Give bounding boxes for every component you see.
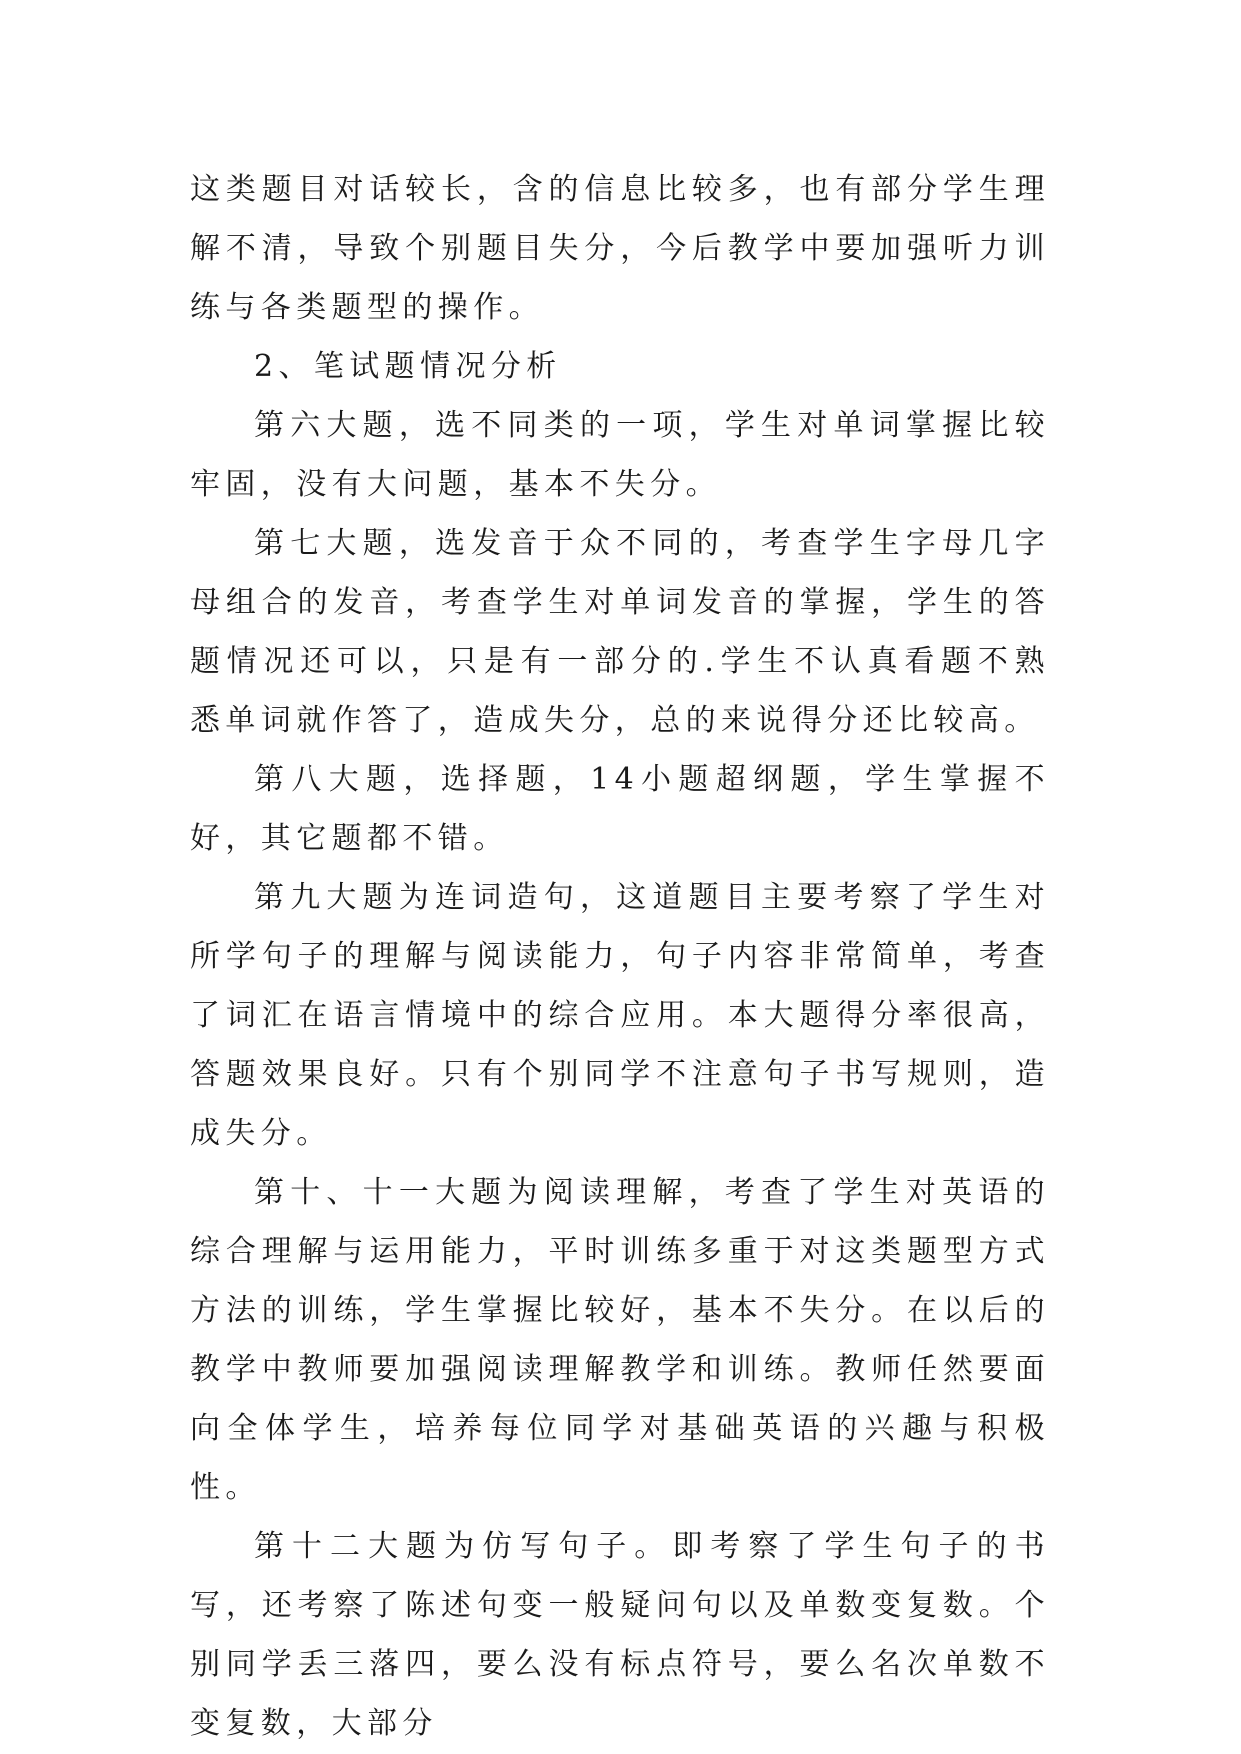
section-heading-written-test: 2、笔试题情况分析 — [254, 349, 562, 384]
paragraph-question-7: 第七大题，选发音于众不同的，考查学生字母几字母组合的发音，考查学生对单词发音的掌握，学生的答题情况还可以，只是有一部分的.学生不认真看题不熟悉单词就作答了，造成失分，总的来说得分还比较高。 — [190, 526, 1050, 738]
paragraph-question-10-11: 第十、十一大题为阅读理解，考查了学生对英语的综合理解与运用能力，平时训练多重于对这类题型方式方法的训练，学生掌握比较好，基本不失分。在以后的教学中教师要加强阅读理解教学和训练。教师任然要面向全体学生，培养每位同学对基础英语的兴趣与积极性。 — [190, 1175, 1050, 1505]
body-text — [190, 160, 1050, 1753]
paragraph-question-8: 第八大题，选择题，14小题超纲题，学生掌握不好，其它题都不错。 — [190, 762, 1050, 856]
paragraph-question-9: 第九大题为连词造句，这道题目主要考察了学生对所学句子的理解与阅读能力，句子内容非常简单，考查了词汇在语言情境中的综合应用。本大题得分率很高，答题效果良好。只有个别同学不注意句子书写规则，造成失分。 — [190, 880, 1050, 1151]
paragraph-question-12: 第十二大题为仿写句子。即考察了学生句子的书写，还考察了陈述句变一般疑问句以及单数变复数。个别同学丢三落四，要么没有标点符号，要么名次单数不变复数，大部分 — [190, 1529, 1050, 1741]
paragraph-continued: 这类题目对话较长，含的信息比较多，也有部分学生理解不清，导致个别题目失分，今后教学中要加强听力训练与各类题型的操作。 — [190, 172, 1050, 325]
paragraph-question-6: 第六大题，选不同类的一项，学生对单词掌握比较牢固，没有大问题，基本不失分。 — [190, 408, 1050, 502]
